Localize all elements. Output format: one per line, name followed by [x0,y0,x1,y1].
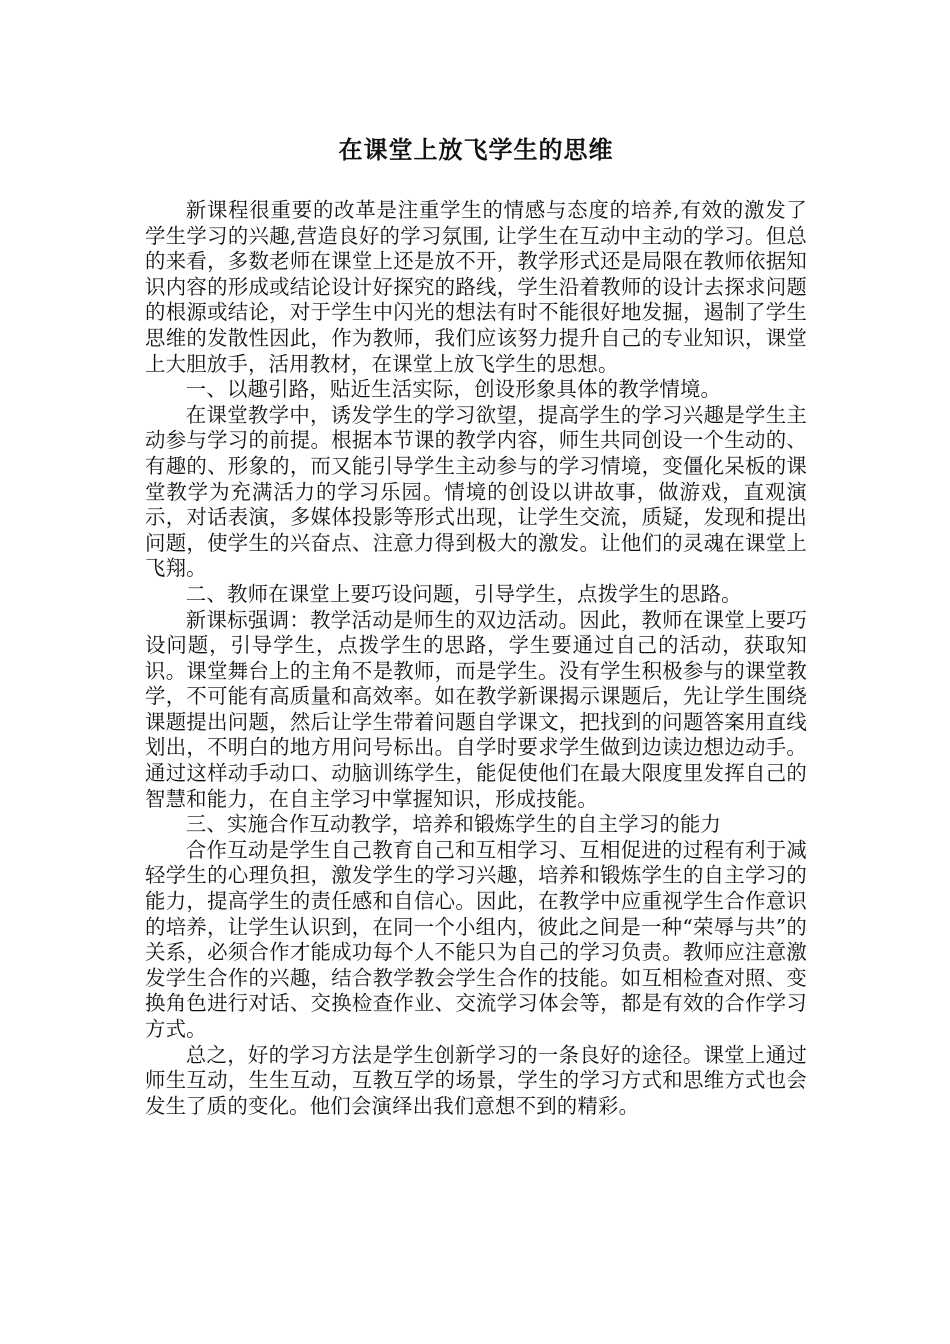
section-heading-2: 二、教师在课堂上要巧设问题，引导学生，点拨学生的思路。 [185,581,742,606]
section-2-paragraph: 新课标强调：教学活动是师生的双边活动。因此，教师在课堂上要巧设问题，引导学生，点拨学生的思路，学生要通过自己的活动，获取知识。课堂舞台上的主角不是教师，而是学生。没有学生积极参与的课堂教学，不可能有高质量和高效率。如在教学新课揭示课题后，先让学生围绕课题提出问题，然后让学生带着问题自学课文，把找到的问题答案用直线划出，不明白的地方用问号标出。自学时要求学生做到边读边想边动手。通过这样动手动口、动脑训练学生，能促使他们在最大限度里发挥自己的智慧和能力，在自主学习中掌握知识，形成技能。 [145,607,807,811]
conclusion-paragraph: 总之，好的学习方法是学生创新学习的一条良好的途径。课堂上通过师生互动，生生互动，互教互学的场景，学生的学习方式和思维方式也会发生了质的变化。他们会演绎出我们意想不到的精彩。 [145,1042,807,1118]
section-1-paragraph: 在课堂教学中，诱发学生的学习欲望，提高学生的学习兴趣是学生主动参与学习的前提。根据本节课的教学内容，师生共同创设一个生动的、有趣的、形象的，而又能引导学生主动参与的学习情境，变僵化呆板的课堂教学为充满活力的学习乐园。情境的创设以讲故事，做游戏，直观演示，对话表演，多媒体投影等形式出现，让学生交流，质疑，发现和提出问题，使学生的兴奋点、注意力得到极大的激发。让他们的灵魂在课堂上飞翔。 [145,402,807,581]
section-heading-1: 一、以趣引路，贴近生活实际，创设形象具体的教学情境。 [185,377,722,402]
section-heading-3: 三、实施合作互动教学，培养和锻炼学生的自主学习的能力 [185,812,722,837]
document-title: 在课堂上放飞学生的思维 [338,135,614,164]
intro-paragraph: 新课程很重要的改革是注重学生的情感与态度的培养,有效的激发了学生学习的兴趣,营造良好的学习氛围, 让学生在互动中主动的学习。但总的来看，多数老师在课堂上还是放不开，教学形式还是局限在教师依据知识内容的形成或结论设计好探究的路线，学生沿着教师的设计去探求问题的根源或结论，对于学生中闪光的想法有时不能很好地发掘，遏制了学生思维的发散性因此，作为教师，我们应该努力提升自己的专业知识，课堂上大胆放手，活用教材，在课堂上放飞学生的思想。 [145,198,807,376]
document-page [145,128,807,1119]
document-body [145,198,807,1119]
section-3-paragraph: 合作互动是学生自己教育自己和互相学习、互相促进的过程有利于减轻学生的心理负担，激发学生的学习兴趣，培养和锻炼学生的自主学习的能力，提高学生的责任感和自信心。因此，在教学中应重视学生合作意识的培养，让学生认识到，在同一个小组内，彼此之间是一种“荣辱与共”的关系，必须合作才能成功每个人不能只为自己的学习负责。教师应注意激发学生合作的兴趣，结合教学教会学生合作的技能。如互相检查对照、变换角色进行对话、交换检查作业、交流学习体会等，都是有效的合作学习方式。 [145,837,807,1041]
